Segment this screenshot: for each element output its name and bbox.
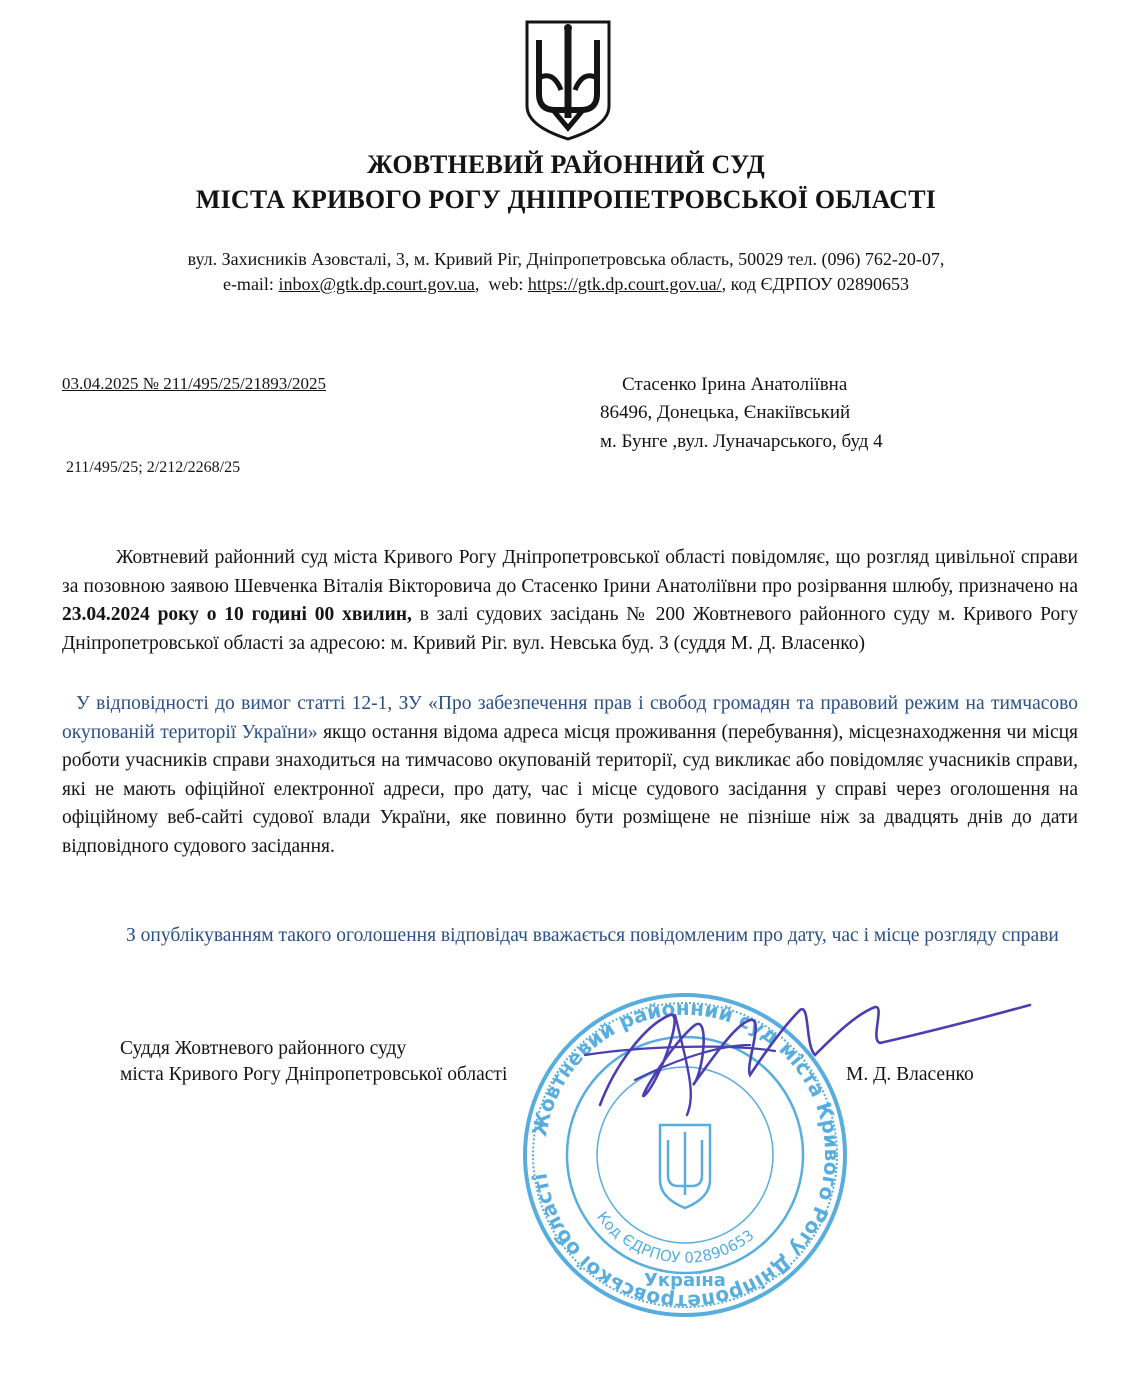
- notice-paragraph: [62, 544, 1078, 658]
- court-contacts: e-mail: inbox@gtk.dp.court.gov.ua, web: https://gtk.dp.court.gov.ua/, код ЄДРПОУ 02890653: [222, 274, 910, 294]
- registration-date-number: 03.04.2025 № 211/495/25/21893/2025: [62, 374, 326, 393]
- signature-title-line2: міста Кривого Рогу Дніпропетровської області: [120, 1064, 508, 1085]
- email-link[interactable]: inbox@gtk.dp.court.gov.ua: [278, 274, 475, 294]
- web-link[interactable]: https://gtk.dp.court.gov.ua/: [527, 274, 722, 294]
- law-text: якщо остання відома адреса місця проживання (перебування), місцезнаходження чи місця роботи учасників справи знаходиться на тимчасово окупованій території, суд викликає або повідомляє учасників справи, які не мають офіційної електронної адреси, про дату, час і місце судового засідання у справі через оголошення на офіційному веб-сайті судової влади України, яке повинно бути розміщене не пізніше ніж за двадцять днів до дати відповідного судового засідання.: [62, 721, 1079, 857]
- svg-text:Жовтневий районний суд міста К: Жовтневий районний суд міста Кривого Рогу Дніпропетровської області: [527, 995, 845, 1315]
- judge-signature: [575, 985, 1035, 1125]
- recipient-address-line1: 86496, Донецька, Єнакіївський: [600, 402, 851, 423]
- notice-text-start: Жовтневий районний суд міста Кривого Рогу Дніпропетровської області повідомляє, що розгляд цивільної справи за позовною заявою Шевченка Віталія Вікторовича до Стасенко Ірини Анатоліївни про розірвання шлюбу, призначено на: [62, 547, 1078, 597]
- signature-title-line1: Суддя Жовтневого районного суду: [120, 1038, 407, 1059]
- law-reference: У відповідності до вимог статті 12-1, ЗУ «Про забезпечення прав і свобод громадян та правовий режим на тимчасово окупованій території України»: [62, 693, 1078, 743]
- svg-text:Код ЄДРПОУ 02890653: Код ЄДРПОУ 02890653: [593, 1208, 758, 1267]
- publication-paragraph: З опублікуванням такого оголошення відповідач вважається повідомленим про дату, час і місце розгляду справи: [126, 925, 1059, 946]
- edrpou-code: , код ЄДРПОУ 02890653: [721, 274, 910, 294]
- hearing-datetime: 23.04.2024 року о 10 годині 00 хвилин,: [62, 604, 412, 625]
- court-name-line2: МІСТА КРИВОГО РОГУ ДНІПРОПЕТРОВСЬКОЇ ОБЛАСТІ: [195, 185, 937, 214]
- court-address: вул. Захисників Азовсталі, 3, м. Кривий Ріг, Дніпропетровська область, 50029 тел. (096) 762-20-07,: [187, 249, 945, 269]
- law-paragraph: [62, 690, 1078, 861]
- judge-name: М. Д. Власенко: [846, 1064, 974, 1085]
- recipient-name: Стасенко Ірина Анатоліївна: [622, 374, 848, 395]
- trident-icon: [523, 18, 613, 143]
- seal-country: Україна: [644, 1270, 726, 1291]
- web-label: web:: [488, 274, 524, 294]
- email-label: e-mail:: [222, 274, 274, 294]
- case-references: 211/495/25; 2/212/2268/25: [66, 459, 241, 476]
- notice-text-end: в залі судових засідань № 200 Жовтневого районного суду м. Кривого Рогу Дніпропетровської області за адресою: м. Кривий Ріг. вул. Невська буд. 3 (суддя М. Д. Власенко): [62, 604, 1078, 654]
- recipient-address-line2: м. Бунге ,вул. Луначарського, буд 4: [600, 431, 883, 452]
- court-name-line1: ЖОВТНЕВИЙ РАЙОННИЙ СУД: [367, 150, 765, 179]
